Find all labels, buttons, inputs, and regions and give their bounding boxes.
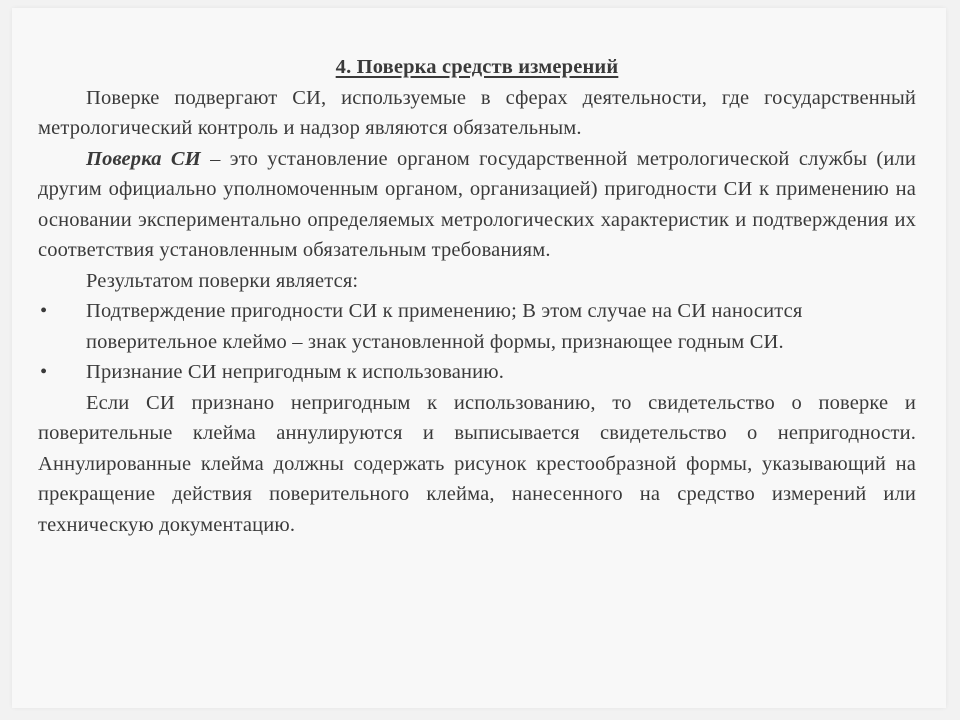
section-title: 4. Поверка средств измерений bbox=[335, 56, 619, 78]
results-list bbox=[38, 296, 916, 388]
list-item bbox=[38, 296, 916, 357]
paragraph-definition bbox=[38, 144, 916, 266]
bullet-icon: • bbox=[40, 361, 48, 383]
paragraph-unfit-procedure: Если СИ признано непригодным к использованию, то свидетельство о поверке и поверительные клейма аннулируются и выписывается свидетельство о непригодности. Аннулированные клейма должны содержать рисунок крестообразной формы, указывающий на прекращение действия поверительного клейма, нанесенного на средство измерений или техническую документацию. bbox=[38, 391, 916, 536]
document-page bbox=[12, 8, 946, 708]
list-item bbox=[38, 357, 916, 388]
list-item-text: Подтверждение пригодности СИ к применению; В этом случае на СИ наносится поверительное клеймо – знак установленной формы, признающее годным СИ. bbox=[86, 300, 803, 353]
bullet-icon: • bbox=[40, 300, 48, 322]
list-item-text: Признание СИ непригодным к использованию. bbox=[86, 361, 505, 383]
paragraph-verification-scope: Поверке подвергают СИ, используемые в сферах деятельности, где государственный метрологический контроль и надзор являются обязательным. bbox=[38, 86, 916, 139]
results-intro: Результатом поверки является: bbox=[86, 269, 359, 292]
definition-text: – это установление органом государственной метрологической службы (или другим официально уполномоченным органом, организацией) пригодности СИ к применению на основании экспериментально определяемых метрологических характеристик и подтверждения их соответствия установленным обязательным требованиям. bbox=[38, 147, 917, 261]
document-body bbox=[38, 52, 916, 540]
definition-term: Поверка СИ bbox=[86, 147, 201, 170]
